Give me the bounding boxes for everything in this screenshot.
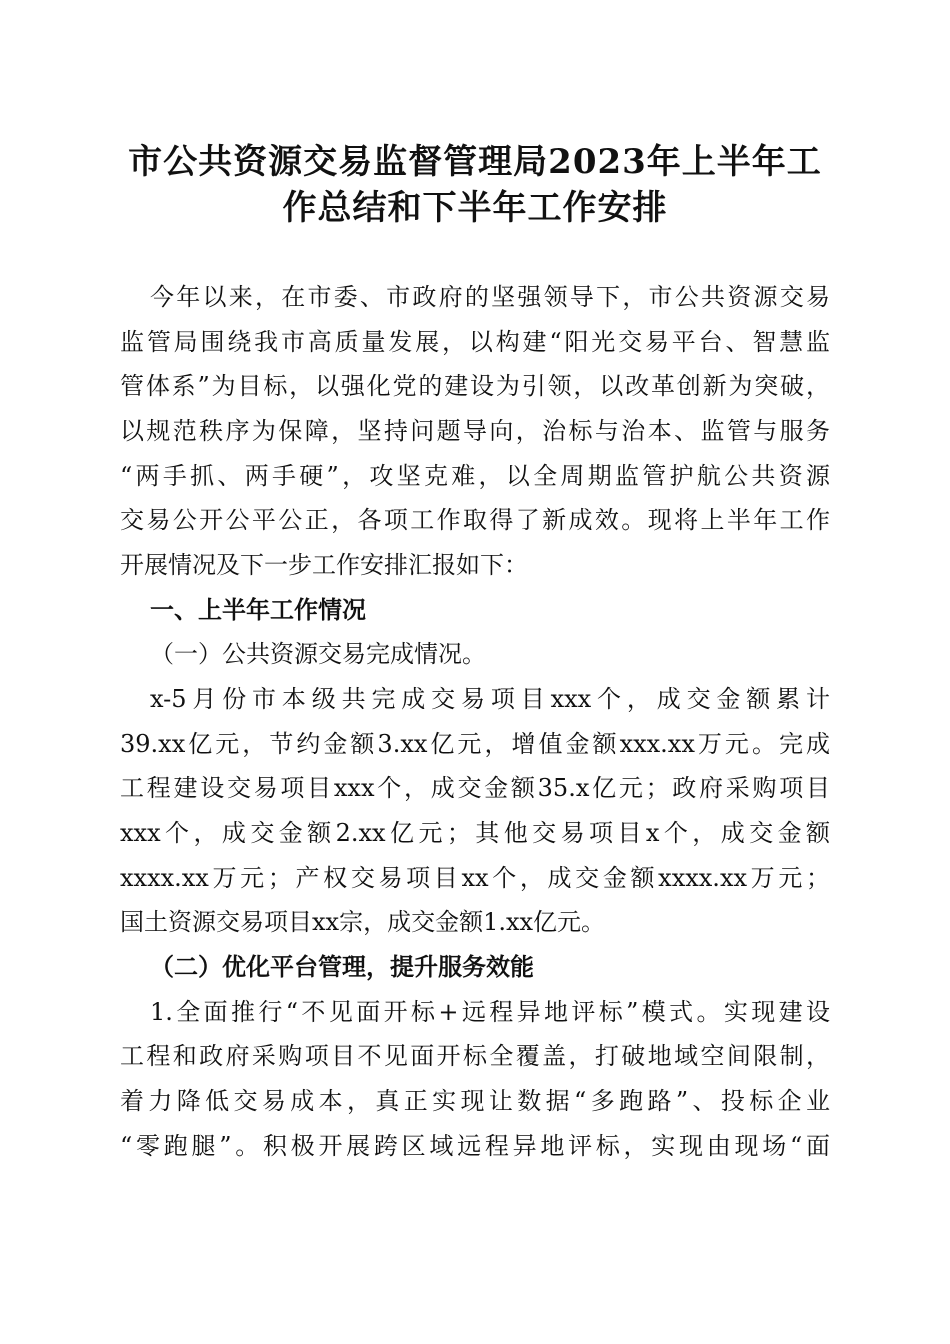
document-title-line-2: 作总结和下半年工作安排 — [282, 188, 668, 228]
paragraph-line-4: xxx个，成交金额2.xx亿元；其他交易项目x个，成交金额 — [120, 819, 830, 847]
paragraph-line-5: xxxx.xx万元；产权交易项目xx个，成交金额xxxx.xx万元； — [120, 864, 830, 892]
intro-line-5: “两手抓、两手硬”，攻坚克难，以全周期监管护航公共资源 — [120, 462, 830, 490]
intro-line-4: 以规范秩序为保障，坚持问题导向，治标与治本、监管与服务 — [120, 417, 830, 445]
subsection-heading-2: （二）优化平台管理，提升服务效能 — [150, 952, 534, 981]
intro-line-2: 监管局围绕我市高质量发展，以构建“阳光交易平台、智慧监 — [120, 328, 830, 356]
paragraph2-line-4: “零跑腿”。积极开展跨区域远程异地评标，实现由现场“面 — [120, 1132, 830, 1160]
paragraph2-line-3: 着力降低交易成本，真正实现让数据“多跑路”、投标企业 — [120, 1087, 830, 1115]
intro-line-3: 管体系”为目标，以强化党的建设为引领，以改革创新为突破， — [120, 372, 830, 400]
intro-line-6: 交易公开公平公正，各项工作取得了新成效。现将上半年工作 — [120, 506, 830, 534]
paragraph-line-1: x-5月份市本级共完成交易项目xxx个，成交金额累计 — [150, 685, 830, 713]
paragraph-line-2: 39.xx亿元，节约金额3.xx亿元，增值金额xxx.xx万元。完成 — [120, 730, 830, 758]
paragraph2-line-1: 1.全面推行“不见面开标+远程异地评标”模式。实现建设 — [150, 998, 830, 1026]
paragraph2-line-2: 工程和政府采购项目不见面开标全覆盖，打破地域空间限制， — [120, 1042, 830, 1070]
intro-line-7: 开展情况及下一步工作安排汇报如下： — [120, 551, 528, 579]
document-title-line-1: 市公共资源交易监督管理局2023年上半年工 — [128, 142, 822, 182]
paragraph-line-3: 工程建设交易项目xxx个，成交金额35.x亿元；政府采购项目 — [120, 774, 830, 802]
section-heading-1: 一、上半年工作情况 — [150, 596, 366, 624]
paragraph-line-6: 国土资源交易项目xx宗，成交金额1.xx亿元。 — [120, 908, 606, 936]
subsection-heading-1: （一）公共资源交易完成情况。 — [150, 640, 486, 668]
intro-line-1: 今年以来，在市委、市政府的坚强领导下，市公共资源交易 — [150, 283, 830, 311]
